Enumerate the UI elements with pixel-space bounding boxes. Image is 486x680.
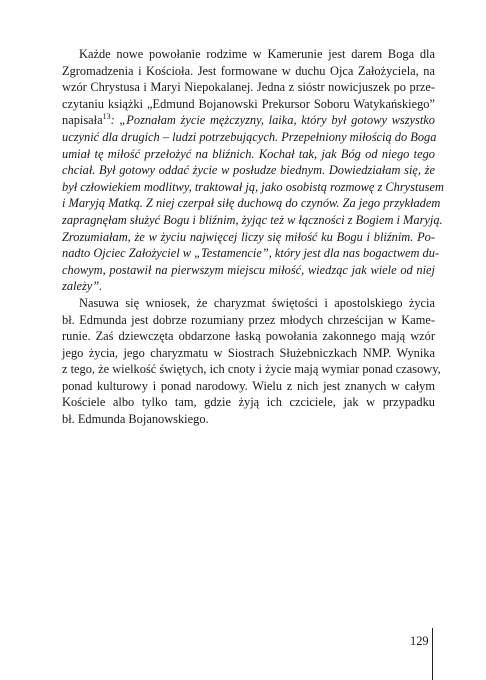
- text-line: wzór Chrystusa i Maryi Niepokalanej. Jedna z sióstr nowicjuszek po prze-: [62, 80, 435, 95]
- page-number: 129: [410, 634, 429, 648]
- text-line: Każde nowe powołanie rodzime w Kamerunie jest darem Boga dla: [79, 47, 435, 61]
- quote-line: nadto Ojciec Założyciel w „Testamencie”, który jest dla nas bogactwem du-: [62, 246, 440, 261]
- body-text: [62, 46, 444, 428]
- quote-line: zapragnęłam służyć Bogu i bliźnim, żyjąc też w łączności z Bogiem i Maryją.: [62, 212, 443, 227]
- text-line: Nasuwa się wniosek, że charyzmat świętości i apostolskiego życia: [79, 295, 435, 310]
- quote-line: zależy”.: [62, 279, 103, 294]
- quote-line: uczynić dla drugich – ludzi potrzebujących. Przepełniony miłością do Boga: [62, 129, 437, 144]
- quote-line: chowym, postawił na pierwszym miejscu miłość, wiedząc jak wiele od niej: [62, 262, 435, 277]
- quote-fragment: : „Poznałam życie mężczyzny, laika, który był gotowy wszystko: [110, 113, 435, 128]
- quote-line: umiał tę miłość przełożyć na bliźnich. Kochał tak, jak Bóg od niego tego: [62, 146, 435, 161]
- text-line: bł. Edmunda jest dobrze rozumiany przez młodych chrześcijan w Kame-: [62, 312, 435, 327]
- text-line: Zgromadzenia i Kościoła. Jest formowane w duchu Ojca Założyciela, na: [62, 63, 435, 78]
- quote-line: chciał. Był gotowy oddać życie w posłudze biednym. Dowiedziałam się, że: [62, 163, 435, 178]
- paragraph-1: [62, 46, 444, 295]
- footnote-marker: 13: [102, 112, 111, 122]
- quote-line: Zrozumiałam, że w życiu najwięcej liczy się miłość ku Bogu i bliźnim. Po-: [62, 229, 435, 244]
- page-margin-rule: [432, 628, 433, 680]
- text-line: czytaniu książki „Edmund Bojanowski Prekursor Soboru Watykańskiego”: [62, 96, 435, 111]
- paragraph-2: [62, 295, 441, 428]
- text-fragment: napisała: [62, 113, 103, 128]
- text-line: [62, 112, 435, 129]
- text-line: bł. Edmunda Bojanowskiego.: [62, 412, 209, 427]
- text-line: ponad kulturowy i ponad narodowy. Wielu z nich jest znanych w całym: [62, 378, 435, 393]
- quote-line: był człowiekiem modlitwy, traktował ją, jako osobistą rozmowę z Chrystusem: [62, 179, 444, 194]
- text-line: jego życia, jego charyzmatu w Siostrach Służebniczkach NMP. Wynika: [62, 345, 435, 360]
- text-line: Kościele albo tylko tam, gdzie żyją ich czciciele, jak w przypadku: [62, 395, 435, 410]
- text-line: runie. Zaś dziewczęta obdarzone łaską powołania zakonnego mają wzór: [62, 329, 435, 344]
- text-line: z tego, że wielkość świętych, ich cnoty i życie mają wymiar ponad czasowy,: [62, 362, 441, 377]
- quote-line: i Maryją Matką. Z niej czerpał siłę duchową do czynów. Za jego przykładem: [62, 196, 441, 211]
